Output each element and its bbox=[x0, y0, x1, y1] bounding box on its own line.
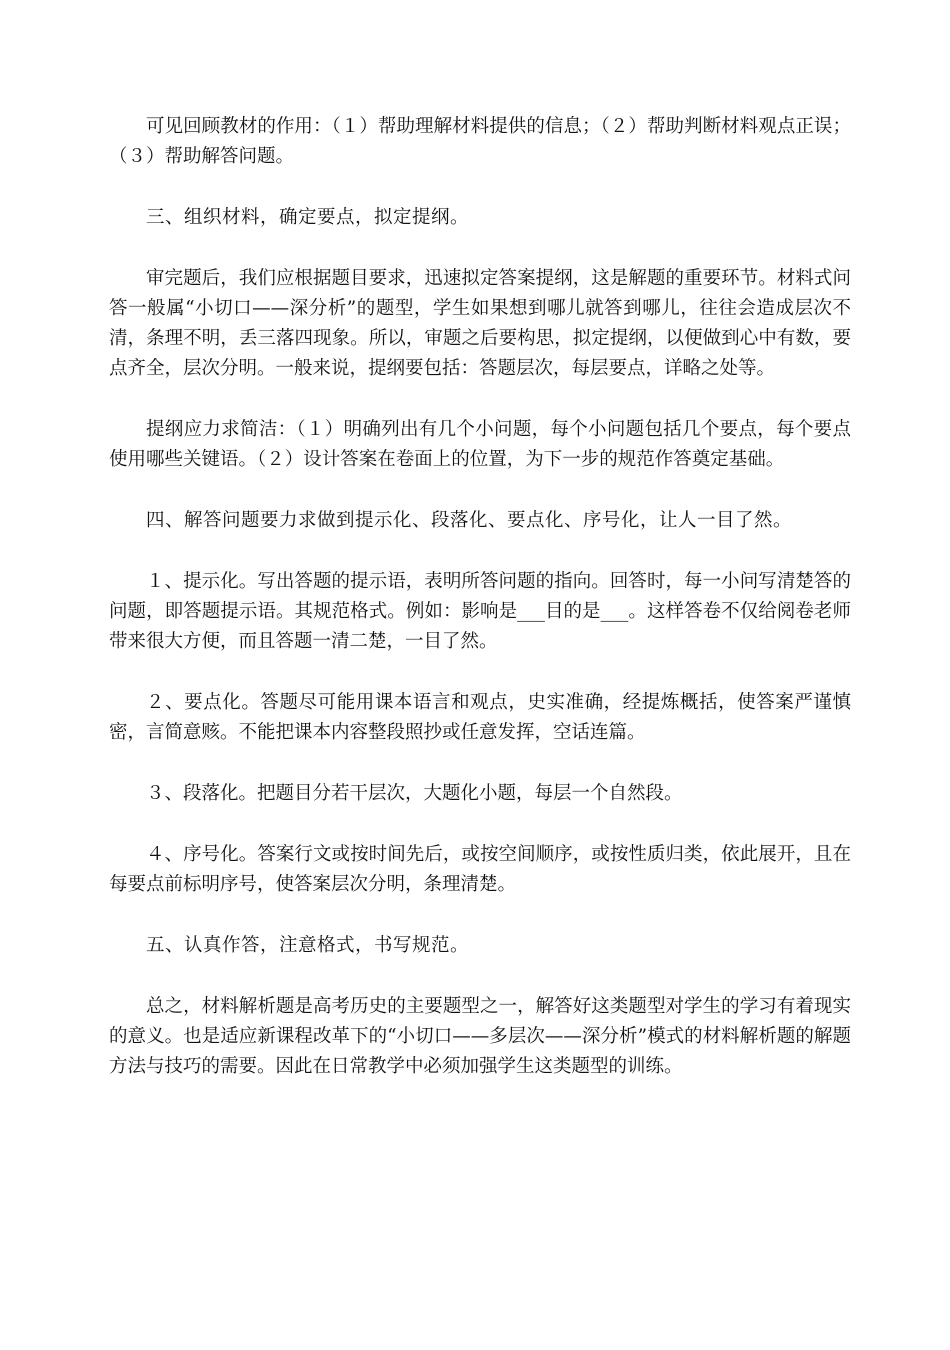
paragraph-outline-drafting: 审完题后，我们应根据题目要求，迅速拟定答案提纲，这是解题的重要环节。材料式问答一般属“小切口——深分析”的题型，学生如果想到哪儿就答到哪儿，往往会造成层次不清，条理不明，丢三落四现象。所以，审题之后要构思，拟定提纲，以便做到心中有数，要点齐全，层次分明。一般来说，提纲要包括：答题层次，每层要点，详略之处等。 bbox=[109, 268, 851, 379]
paragraph-point-prompting: １、提示化。写出答题的提示语，表明所答问题的指向。回答时，每一小问写清楚答的问题，即答题提示语。其规范格式。例如：影响是___目的是___。这样答卷不仅给阅卷老师带来很大方便，而且答题一清二楚，一目了然。 bbox=[109, 571, 851, 652]
section-heading-four: 四、解答问题要力求做到提示化、段落化、要点化、序号化，让人一目了然。 bbox=[146, 510, 793, 531]
paragraph-conclusion: 总之，材料解析题是高考历史的主要题型之一，解答好这类题型对学生的学习有着现实的意义。也是适应新课程改革下的“小切口——多层次——深分析”模式的材料解析题的解题方法与技巧的需要。因此在日常教学中必须加强学生这类题型的训练。 bbox=[109, 996, 851, 1077]
paragraph-textbook-review-role: 可见回顾教材的作用：（１）帮助理解材料提供的信息；（２）帮助判断材料观点正误；（３）帮助解答问题。 bbox=[109, 116, 851, 167]
document-body bbox=[109, 112, 851, 1113]
paragraph-point-key-points: ２、要点化。答题尽可能用课本语言和观点，史实准确，经提炼概括，使答案严谨慎密，言简意赅。不能把课本内容整段照抄或任意发挥，空话连篇。 bbox=[109, 692, 851, 743]
section-heading-three: 三、组织材料，确定要点，拟定提纲。 bbox=[146, 207, 470, 228]
section-heading-five: 五、认真作答，注意格式，书写规范。 bbox=[146, 935, 470, 956]
paragraph-point-paragraphing: ３、段落化。把题目分若干层次，大题化小题，每层一个自然段。 bbox=[146, 783, 683, 804]
paragraph-point-numbering: ４、序号化。答案行文或按时间先后，或按空间顺序，或按性质归类，依此展开，且在每要点前标明序号，使答案层次分明，条理清楚。 bbox=[109, 844, 851, 895]
paragraph-outline-concise: 提纲应力求简洁：（１）明确列出有几个小问题，每个小问题包括几个要点，每个要点使用哪些关键语。（２）设计答案在卷面上的位置，为下一步的规范作答奠定基础。 bbox=[109, 419, 851, 470]
